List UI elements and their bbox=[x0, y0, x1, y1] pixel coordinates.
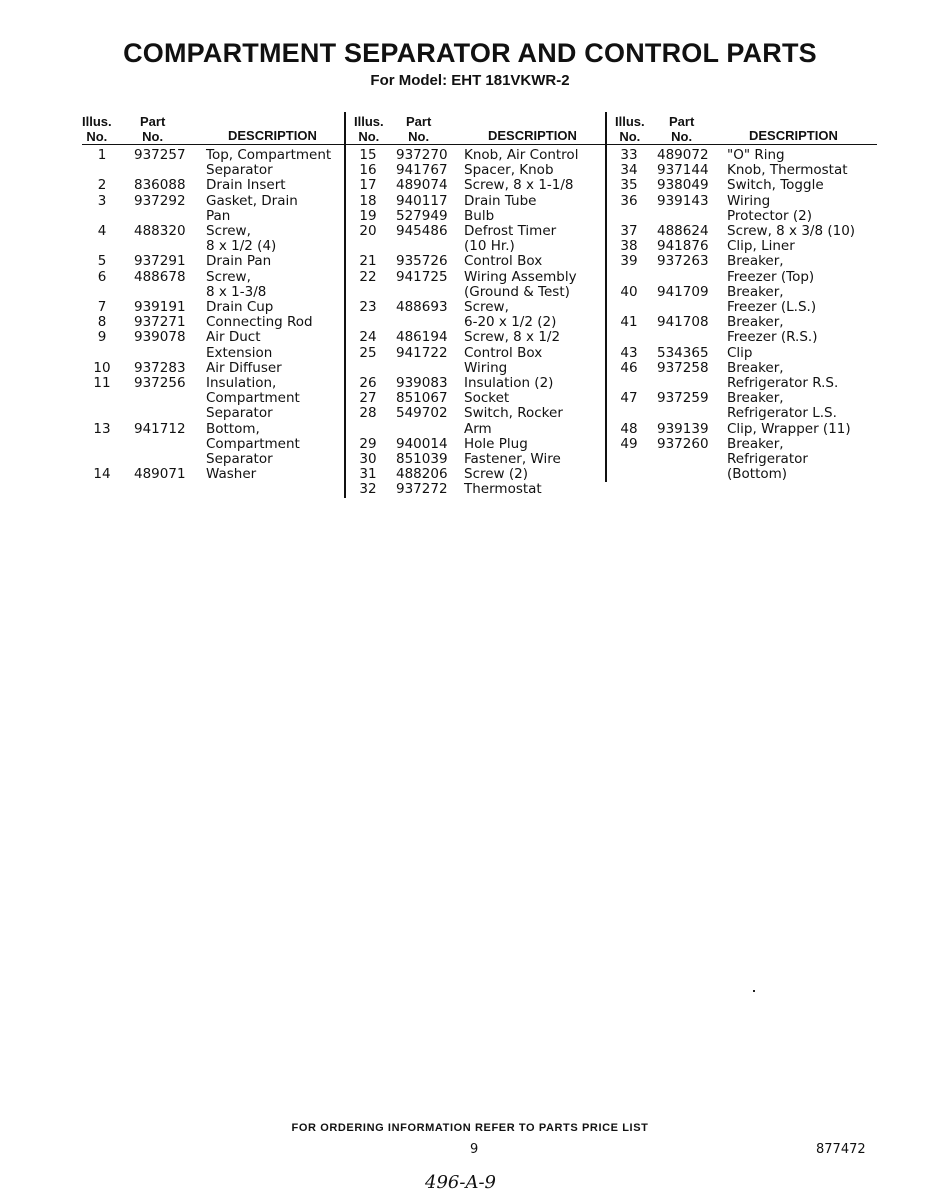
illus-number: 25 bbox=[359, 344, 377, 361]
part-number: 937257 bbox=[134, 147, 186, 163]
illus-number: 37 bbox=[620, 223, 638, 240]
part-number: 937260 bbox=[657, 435, 709, 452]
part-description: Breaker, Refrigerator R.S. bbox=[727, 359, 839, 392]
part-description: Control Box Wiring bbox=[464, 344, 543, 376]
part-number: 939143 bbox=[657, 192, 709, 209]
part-description: Knob, Thermostat bbox=[727, 162, 848, 179]
table-row bbox=[346, 194, 606, 209]
table-row bbox=[82, 330, 344, 360]
part-number: 851039 bbox=[396, 451, 448, 468]
part-number: 937259 bbox=[657, 390, 709, 407]
part-number: 940117 bbox=[396, 192, 448, 209]
table-row bbox=[607, 315, 877, 345]
document-number: 877472 bbox=[816, 1142, 866, 1157]
part-number: 939078 bbox=[134, 329, 186, 346]
part-description: Breaker, Freezer (Top) bbox=[727, 253, 815, 285]
illus-number: 34 bbox=[620, 162, 638, 179]
table-row bbox=[346, 300, 606, 330]
part-number: 941876 bbox=[657, 238, 709, 255]
part-no-header: Part No. bbox=[406, 114, 432, 144]
illus-no-header: Illus. No. bbox=[354, 114, 384, 144]
part-description: Screw, 8 x 1/2 bbox=[464, 329, 561, 346]
illus-number: 9 bbox=[97, 329, 107, 346]
illus-number: 14 bbox=[93, 466, 111, 483]
ordering-note: FOR ORDERING INFORMATION REFER TO PARTS PRICE LIST bbox=[291, 1122, 649, 1134]
part-number: 486194 bbox=[396, 329, 448, 346]
table-row bbox=[346, 270, 606, 300]
part-description: Screw (2) bbox=[464, 466, 529, 483]
part-description: Bottom, Compartment Separator bbox=[206, 420, 300, 468]
table-row bbox=[346, 452, 606, 467]
part-number: 549702 bbox=[396, 405, 448, 422]
parts-column-1 bbox=[82, 112, 344, 482]
table-row bbox=[607, 422, 877, 437]
table-row bbox=[82, 467, 344, 482]
illus-number: 28 bbox=[359, 405, 377, 422]
part-description: "O" Ring bbox=[727, 147, 785, 163]
part-description: Connecting Rod bbox=[206, 314, 313, 331]
illus-number: 26 bbox=[359, 375, 377, 392]
table-row bbox=[346, 330, 606, 345]
illus-number: 10 bbox=[93, 359, 111, 376]
table-row bbox=[346, 391, 606, 406]
table-row bbox=[346, 376, 606, 391]
illus-number: 49 bbox=[620, 435, 638, 452]
table-row bbox=[82, 148, 344, 178]
description-header: DESCRIPTION bbox=[749, 128, 838, 143]
table-row bbox=[82, 224, 344, 254]
part-number: 941708 bbox=[657, 314, 709, 331]
table-row bbox=[346, 406, 606, 436]
part-number: 941712 bbox=[134, 420, 186, 437]
part-number: 489072 bbox=[657, 147, 709, 163]
part-number: 937283 bbox=[134, 359, 186, 376]
table-row bbox=[346, 254, 606, 269]
table-row bbox=[82, 315, 344, 330]
part-number: 938049 bbox=[657, 177, 709, 194]
part-number: 939083 bbox=[396, 375, 448, 392]
illus-number: 13 bbox=[93, 420, 111, 437]
part-number: 941767 bbox=[396, 162, 448, 179]
part-description: Socket bbox=[464, 390, 510, 407]
table-row bbox=[82, 300, 344, 315]
part-number: 488624 bbox=[657, 223, 709, 240]
part-number: 945486 bbox=[396, 223, 448, 240]
part-number: 851067 bbox=[396, 390, 448, 407]
part-number: 489071 bbox=[134, 466, 186, 483]
table-row bbox=[82, 376, 344, 422]
illus-number: 40 bbox=[620, 283, 638, 300]
table-row bbox=[82, 422, 344, 468]
illus-number: 39 bbox=[620, 253, 638, 270]
table-row bbox=[607, 148, 877, 163]
illus-number: 3 bbox=[97, 192, 107, 209]
parts-list bbox=[82, 145, 344, 482]
part-number: 937258 bbox=[657, 359, 709, 376]
illus-number: 31 bbox=[359, 466, 377, 483]
column-header bbox=[607, 112, 877, 145]
part-no-header: Part No. bbox=[140, 114, 166, 144]
part-number: 937291 bbox=[134, 253, 186, 270]
illus-number: 29 bbox=[359, 435, 377, 452]
part-description: Gasket, Drain Pan bbox=[206, 192, 298, 224]
part-description: Top, Compartment Separator bbox=[206, 147, 332, 179]
column-header bbox=[346, 112, 606, 145]
part-number: 937256 bbox=[134, 375, 186, 392]
illus-number: 43 bbox=[620, 344, 638, 361]
illus-number: 2 bbox=[97, 177, 107, 194]
part-description: Drain Insert bbox=[206, 177, 286, 194]
parts-list bbox=[346, 145, 606, 498]
table-row bbox=[346, 467, 606, 482]
parts-column-2 bbox=[344, 112, 606, 498]
table-row bbox=[346, 482, 606, 497]
part-description: Hole Plug bbox=[464, 435, 528, 452]
part-no-header: Part No. bbox=[669, 114, 695, 144]
table-row bbox=[607, 254, 877, 284]
handwritten-note: 496-A-9 bbox=[425, 1172, 496, 1193]
illus-number: 22 bbox=[359, 268, 377, 285]
model-subtitle: For Model: EHT 181VKWR-2 bbox=[370, 72, 570, 89]
table-row bbox=[607, 346, 877, 361]
illus-number: 41 bbox=[620, 314, 638, 331]
stray-mark bbox=[753, 990, 755, 992]
part-description: Spacer, Knob bbox=[464, 162, 554, 179]
table-row bbox=[346, 437, 606, 452]
part-description: Insulation, Compartment Separator bbox=[206, 375, 300, 422]
illus-number: 23 bbox=[359, 299, 377, 316]
part-number: 939139 bbox=[657, 420, 709, 437]
table-row bbox=[346, 148, 606, 163]
part-description: Fastener, Wire bbox=[464, 451, 561, 468]
part-description: Breaker, Refrigerator L.S. bbox=[727, 390, 837, 422]
part-number: 941709 bbox=[657, 283, 709, 300]
illus-number: 21 bbox=[359, 253, 377, 270]
illus-number: 38 bbox=[620, 238, 638, 255]
part-number: 937270 bbox=[396, 147, 448, 163]
illus-number: 18 bbox=[359, 192, 377, 209]
part-description: Drain Tube bbox=[464, 192, 537, 209]
illus-number: 32 bbox=[359, 481, 377, 498]
part-description: Breaker, Refrigerator (Bottom) bbox=[727, 435, 808, 483]
part-description: Screw, 8 x 3/8 (10) bbox=[727, 223, 856, 240]
illus-number: 16 bbox=[359, 162, 377, 179]
part-number: 937292 bbox=[134, 192, 186, 209]
part-number: 941722 bbox=[396, 344, 448, 361]
illus-number: 33 bbox=[620, 147, 638, 163]
part-description: Screw, 6-20 x 1/2 (2) bbox=[464, 299, 557, 331]
part-number: 940014 bbox=[396, 435, 448, 452]
illus-number: 8 bbox=[97, 314, 107, 331]
table-row bbox=[82, 178, 344, 193]
illus-number: 11 bbox=[93, 375, 111, 392]
column-header bbox=[82, 112, 344, 145]
description-header: DESCRIPTION bbox=[228, 128, 317, 143]
table-row bbox=[82, 361, 344, 376]
part-number: 937271 bbox=[134, 314, 186, 331]
table-row bbox=[607, 224, 877, 239]
part-description: Control Box bbox=[464, 253, 543, 270]
table-row bbox=[607, 285, 877, 315]
table-row bbox=[346, 209, 606, 224]
table-row bbox=[346, 224, 606, 254]
table-row bbox=[607, 194, 877, 224]
illus-number: 24 bbox=[359, 329, 377, 346]
illus-number: 15 bbox=[359, 147, 377, 163]
table-row bbox=[607, 437, 877, 483]
table-row bbox=[82, 254, 344, 269]
description-header: DESCRIPTION bbox=[488, 128, 577, 143]
table-row bbox=[82, 194, 344, 224]
table-row bbox=[82, 270, 344, 300]
table-row bbox=[607, 239, 877, 254]
part-number: 488206 bbox=[396, 466, 448, 483]
part-number: 935726 bbox=[396, 253, 448, 270]
part-description: Air Duct Extension bbox=[206, 329, 273, 361]
page-number: 9 bbox=[470, 1142, 479, 1157]
part-description: Breaker, Freezer (L.S.) bbox=[727, 283, 817, 316]
part-number: 836088 bbox=[134, 177, 186, 194]
table-row bbox=[607, 391, 877, 421]
part-description: Knob, Air Control bbox=[464, 147, 579, 163]
part-description: Drain Pan bbox=[206, 253, 272, 270]
part-description: Clip, Liner bbox=[727, 238, 795, 255]
illus-number: 19 bbox=[359, 207, 377, 224]
illus-number: 6 bbox=[97, 268, 107, 285]
part-description: Wiring Protector (2) bbox=[727, 192, 812, 224]
part-number: 937144 bbox=[657, 162, 709, 179]
part-description: Screw, 8 x 1-3/8 bbox=[206, 268, 267, 300]
part-number: 939191 bbox=[134, 299, 186, 316]
parts-list bbox=[607, 145, 877, 482]
illus-number: 4 bbox=[97, 223, 107, 240]
part-number: 489074 bbox=[396, 177, 448, 194]
part-description: Bulb bbox=[464, 207, 495, 224]
illus-number: 35 bbox=[620, 177, 638, 194]
illus-no-header: Illus. No. bbox=[615, 114, 645, 144]
table-row bbox=[607, 178, 877, 193]
part-description: Switch, Toggle bbox=[727, 177, 824, 194]
part-description: Air Diffuser bbox=[206, 359, 282, 376]
illus-number: 20 bbox=[359, 223, 377, 240]
part-description: Thermostat bbox=[464, 481, 542, 498]
part-number: 534365 bbox=[657, 344, 709, 361]
illus-number: 30 bbox=[359, 451, 377, 468]
part-description: Clip, Wrapper (11) bbox=[727, 420, 851, 437]
table-row bbox=[607, 361, 877, 391]
illus-number: 27 bbox=[359, 390, 377, 407]
part-description: Clip bbox=[727, 344, 753, 361]
table-row bbox=[607, 163, 877, 178]
parts-column-3 bbox=[605, 112, 877, 482]
page-title: COMPARTMENT SEPARATOR AND CONTROL PARTS bbox=[123, 38, 817, 68]
part-number: 937272 bbox=[396, 481, 448, 498]
part-description: Screw, 8 x 1-1/8 bbox=[464, 177, 574, 194]
illus-number: 17 bbox=[359, 177, 377, 194]
illus-number: 36 bbox=[620, 192, 638, 209]
table-row bbox=[346, 178, 606, 193]
part-number: 488693 bbox=[396, 299, 448, 316]
illus-number: 7 bbox=[97, 299, 107, 316]
part-number: 488320 bbox=[134, 223, 186, 240]
part-description: Insulation (2) bbox=[464, 375, 554, 392]
part-number: 937263 bbox=[657, 253, 709, 270]
part-description: Screw, 8 x 1/2 (4) bbox=[206, 223, 277, 255]
part-description: Switch, Rocker Arm bbox=[464, 405, 563, 437]
table-row bbox=[346, 163, 606, 178]
part-description: Defrost Timer (10 Hr.) bbox=[464, 223, 557, 255]
part-description: Washer bbox=[206, 466, 257, 483]
illus-no-header: Illus. No. bbox=[82, 114, 112, 144]
illus-number: 48 bbox=[620, 420, 638, 437]
illus-number: 1 bbox=[97, 147, 107, 163]
part-description: Breaker, Freezer (R.S.) bbox=[727, 314, 818, 346]
table-row bbox=[346, 346, 606, 376]
illus-number: 5 bbox=[97, 253, 107, 270]
part-number: 488678 bbox=[134, 268, 186, 285]
part-description: Drain Cup bbox=[206, 299, 274, 316]
part-number: 527949 bbox=[396, 207, 448, 224]
illus-number: 47 bbox=[620, 390, 638, 407]
part-description: Wiring Assembly (Ground & Test) bbox=[464, 268, 577, 300]
part-number: 941725 bbox=[396, 268, 448, 285]
illus-number: 46 bbox=[620, 359, 638, 376]
